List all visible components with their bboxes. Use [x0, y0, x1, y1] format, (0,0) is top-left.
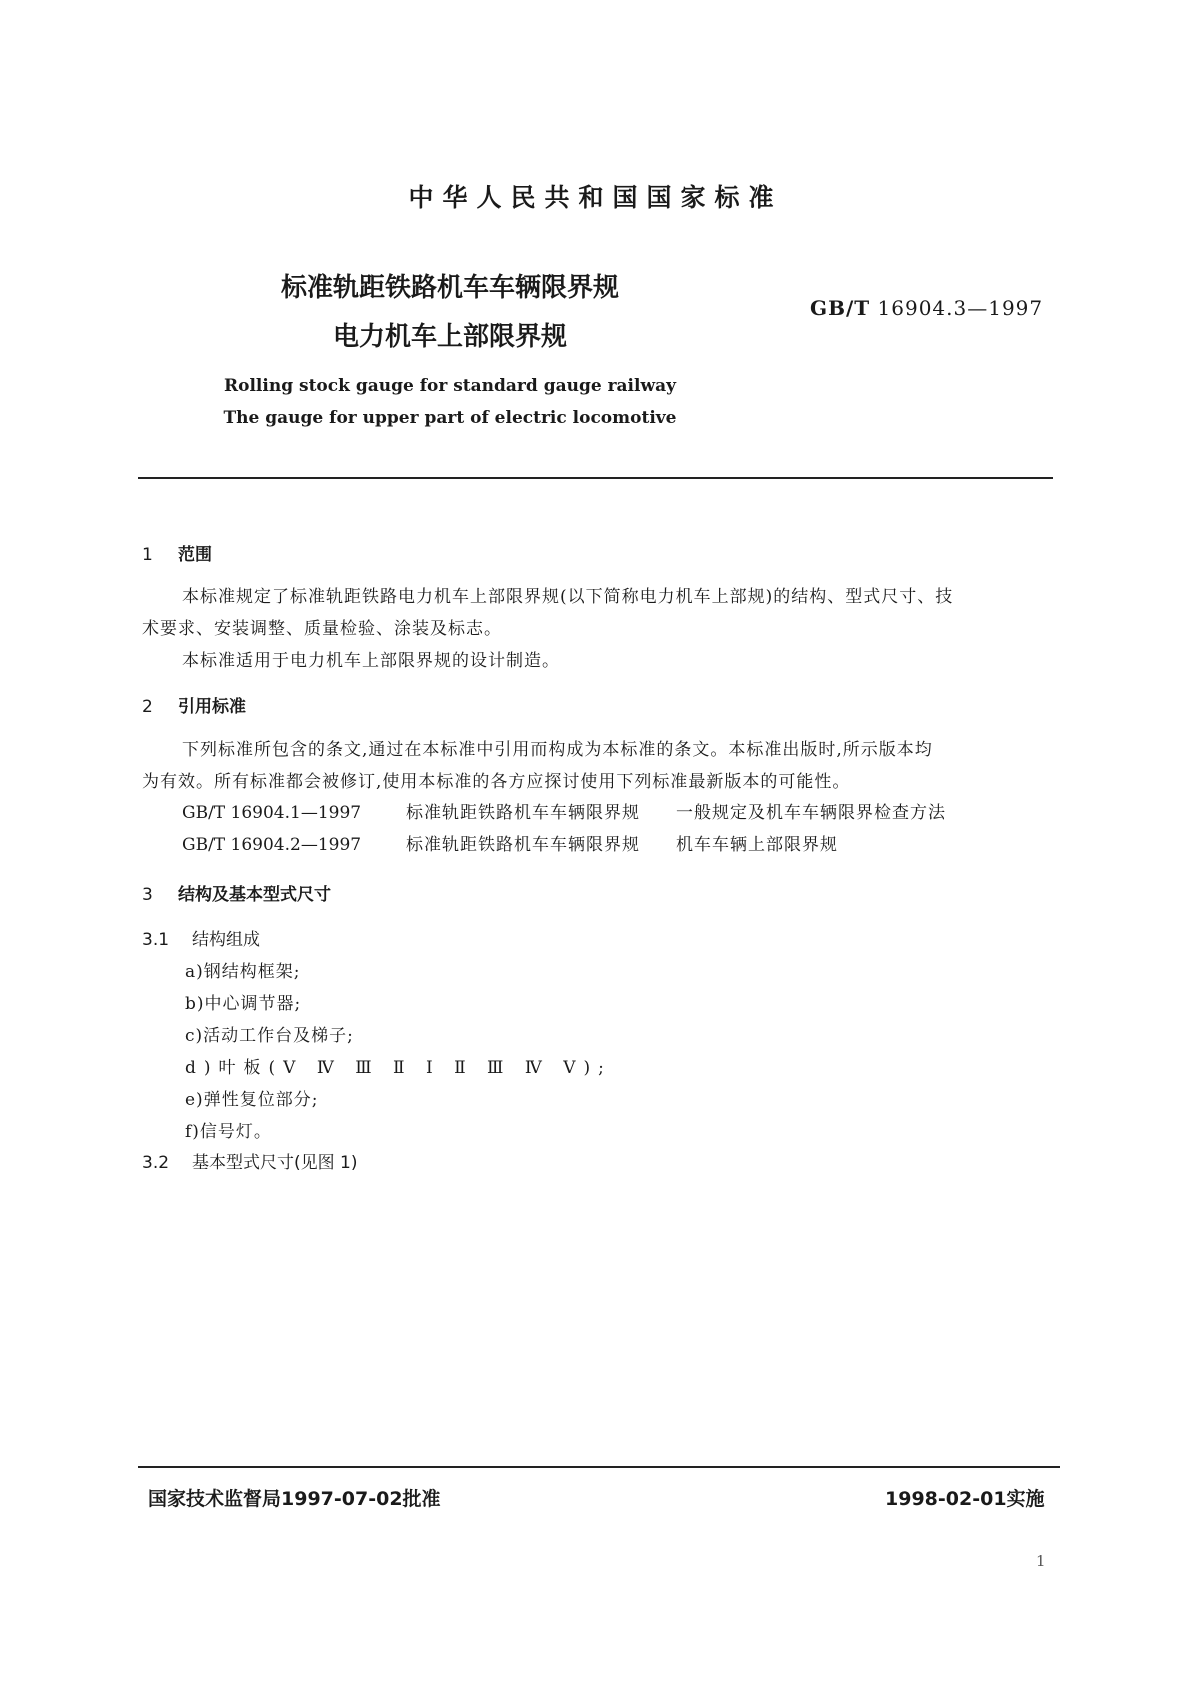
subsection-3-1-title: 结构组成: [192, 930, 260, 950]
reference-title: 标准轨距铁路机车车辆限界规: [406, 835, 640, 855]
section-2-title: 引用标准: [178, 697, 246, 717]
title-cn-line2: 电力机车上部限界规: [332, 322, 567, 352]
standard-prefix: GB/T: [810, 296, 871, 320]
subsection-3-2-number: 3.2: [142, 1153, 170, 1173]
reference-code: GB/T 16904.1—1997: [182, 803, 362, 823]
title-en-line2: The gauge for upper part of electric locomotive: [223, 408, 677, 428]
reference-item: [182, 798, 946, 823]
title-cn-line1: 标准轨距铁路机车车辆限界规: [280, 273, 619, 303]
section-2-paragraph-line-2: 为有效。所有标准都会被修订,使用本标准的各方应探讨使用下列标准最新版本的可能性。: [142, 772, 851, 792]
subsection-3-1-number: 3.1: [142, 930, 170, 950]
section-2-number: 2: [142, 697, 153, 717]
national-standard-heading: 中华人民共和国国家标准: [408, 183, 783, 212]
reference-code: GB/T 16904.2—1997: [182, 835, 362, 855]
list-item: f)信号灯。: [185, 1122, 272, 1142]
list-item: a)钢结构框架;: [185, 962, 301, 982]
subsection-3-2-heading: [142, 1148, 357, 1173]
list-item: d)叶板(V Ⅳ Ⅲ Ⅱ Ⅰ Ⅱ Ⅲ Ⅳ V);: [185, 1058, 612, 1078]
header-divider: [138, 477, 1053, 479]
title-en-line1: Rolling stock gauge for standard gauge railway: [224, 376, 676, 396]
reference-title: 标准轨距铁路机车车辆限界规: [406, 803, 640, 823]
footer-divider: [138, 1466, 1060, 1468]
reference-subtitle: 机车车辆上部限界规: [676, 835, 838, 855]
section-3-number: 3: [142, 885, 153, 905]
section-3-title: 结构及基本型式尺寸: [178, 885, 331, 905]
section-1-heading: [142, 540, 212, 565]
section-1-title: 范围: [178, 545, 212, 565]
subsection-3-1-heading: [142, 925, 260, 950]
approval-line: 国家技术监督局1997-07-02批准: [148, 1488, 441, 1510]
section-2-paragraph-line-1: 下列标准所包含的条文,通过在本标准中引用而构成为本标准的条文。本标准出版时,所示版本均: [182, 740, 933, 760]
section-1-paragraph-2: 本标准适用于电力机车上部限界规的设计制造。: [182, 651, 560, 671]
reference-item: [182, 830, 838, 855]
page-number: 1: [1036, 1552, 1046, 1570]
section-1-paragraph-1-line-1: 本标准规定了标准轨距铁路电力机车上部限界规(以下简称电力机车上部规)的结构、型式尺寸、技: [182, 587, 954, 607]
section-1-number: 1: [142, 545, 153, 565]
reference-subtitle: 一般规定及机车车辆限界检查方法: [676, 803, 946, 823]
standard-number: [810, 296, 1043, 320]
section-2-heading: [142, 692, 246, 717]
subsection-3-2-title: 基本型式尺寸(见图 1): [192, 1153, 358, 1173]
standard-code: 16904.3—1997: [877, 296, 1044, 320]
list-item: c)活动工作台及梯子;: [185, 1026, 354, 1046]
section-1-paragraph-1-line-2: 术要求、安装调整、质量检验、涂装及标志。: [142, 619, 502, 639]
list-item: b)中心调节器;: [185, 994, 302, 1014]
list-item: e)弹性复位部分;: [185, 1090, 319, 1110]
implementation-date: 1998-02-01实施: [885, 1488, 1045, 1510]
section-3-heading: [142, 880, 331, 905]
